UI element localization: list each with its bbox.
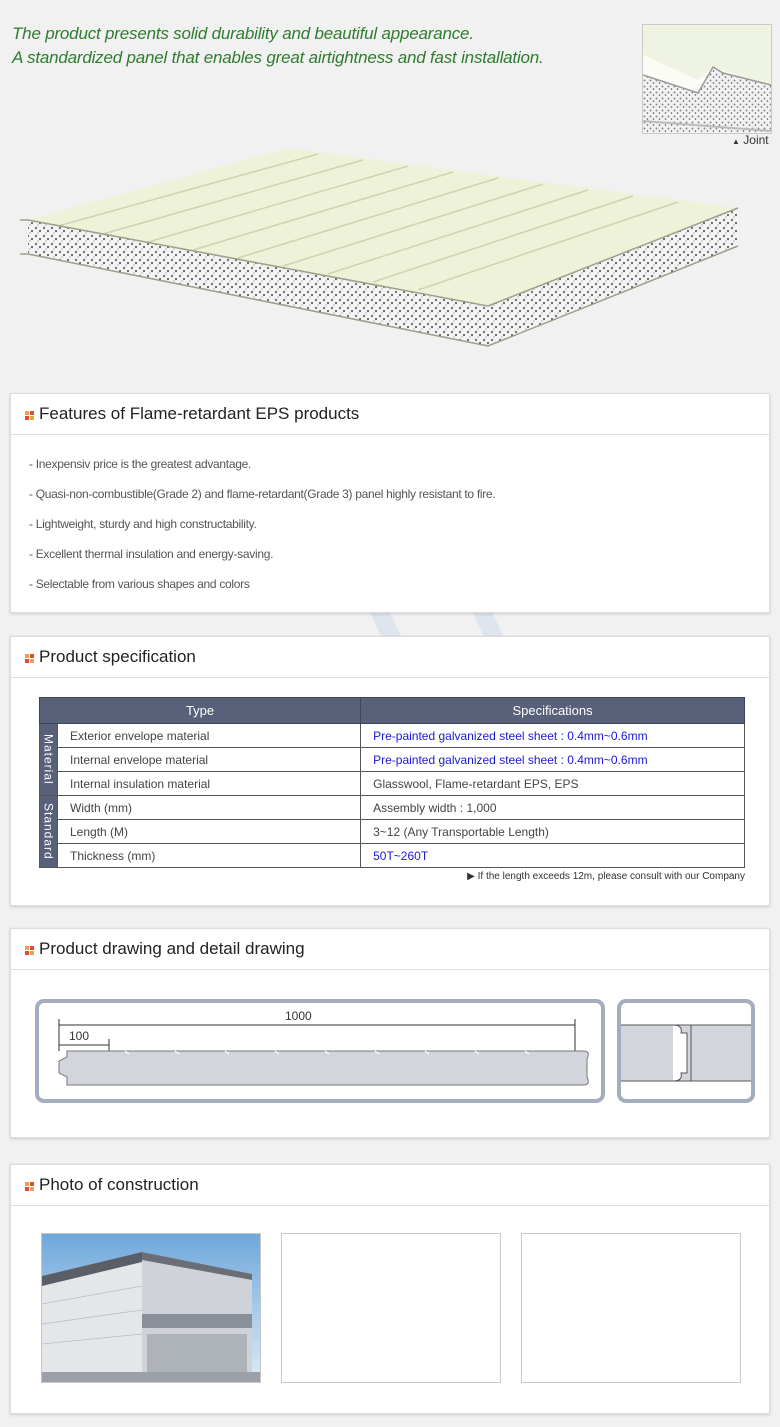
row-type: Internal envelope material bbox=[58, 748, 361, 772]
table-row bbox=[40, 748, 745, 772]
list-item: - Selectable from various shapes and colors bbox=[29, 577, 250, 591]
construction-photo-3[interactable] bbox=[521, 1233, 741, 1383]
intro-line-1: The product presents solid durability and beautiful appearance. bbox=[12, 24, 474, 43]
dim-total-label: 1000 bbox=[285, 1009, 312, 1023]
triangle-right-icon: ▶ bbox=[467, 871, 475, 882]
row-value: Pre-painted galvanized steel sheet : 0.4mm~0.6mm bbox=[361, 724, 745, 748]
photo-card bbox=[10, 1164, 770, 1414]
joint-caption bbox=[732, 133, 769, 147]
joint-label: Joint bbox=[743, 133, 769, 147]
row-type: Length (M) bbox=[58, 820, 361, 844]
table-row bbox=[40, 772, 745, 796]
row-type: Exterior envelope material bbox=[58, 724, 361, 748]
section-bullet-icon bbox=[25, 654, 34, 663]
table-header-row bbox=[40, 698, 745, 724]
table-row bbox=[40, 844, 745, 868]
section-bullet-icon bbox=[25, 1182, 34, 1191]
spec-title: Product specification bbox=[39, 647, 196, 666]
features-title: Features of Flame-retardant EPS products bbox=[39, 404, 360, 423]
drawing-card bbox=[10, 928, 770, 1138]
features-list bbox=[11, 435, 769, 607]
spec-note bbox=[467, 871, 745, 882]
detail-drawing bbox=[617, 999, 755, 1103]
row-type: Thickness (mm) bbox=[58, 844, 361, 868]
group-standard: Standard bbox=[40, 796, 58, 868]
list-item: - Inexpensiv price is the greatest advantage. bbox=[29, 457, 251, 471]
photo-header bbox=[11, 1165, 769, 1206]
intro-section bbox=[0, 0, 780, 380]
row-value: 3~12 (Any Transportable Length) bbox=[361, 820, 745, 844]
spec-card bbox=[10, 636, 770, 906]
product-drawing bbox=[35, 999, 605, 1103]
list-item: - Quasi-non-combustible(Grade 2) and flame-retardant(Grade 3) panel highly resistant to fire. bbox=[29, 487, 496, 501]
features-card bbox=[10, 393, 770, 613]
list-item: - Lightweight, sturdy and high constructability. bbox=[29, 517, 257, 531]
intro-line-2: A standardized panel that enables great airtightness and fast installation. bbox=[12, 48, 544, 67]
row-value: Pre-painted galvanized steel sheet : 0.4mm~0.6mm bbox=[361, 748, 745, 772]
table-row bbox=[40, 820, 745, 844]
drawing-header bbox=[11, 929, 769, 970]
construction-photo-1[interactable] bbox=[41, 1233, 261, 1383]
spec-note-text: If the length exceeds 12m, please consult with our Company bbox=[477, 871, 745, 882]
triangle-up-icon: ▲ bbox=[732, 137, 740, 146]
row-value: 50T~260T bbox=[361, 844, 745, 868]
group-material: Material bbox=[40, 724, 58, 796]
sandwich-panel-image bbox=[18, 146, 748, 351]
row-value: Glasswool, Flame-retardant EPS, EPS bbox=[361, 772, 745, 796]
row-type: Width (mm) bbox=[58, 796, 361, 820]
list-item: - Excellent thermal insulation and energy-saving. bbox=[29, 547, 274, 561]
construction-photo-2[interactable] bbox=[281, 1233, 501, 1383]
section-bullet-icon bbox=[25, 946, 34, 955]
drawing-title: Product drawing and detail drawing bbox=[39, 939, 305, 958]
spec-header bbox=[11, 637, 769, 678]
col-spec-header: Specifications bbox=[361, 698, 745, 724]
col-type-header: Type bbox=[40, 698, 361, 724]
table-row bbox=[40, 796, 745, 820]
row-value: Assembly width : 1,000 bbox=[361, 796, 745, 820]
joint-detail-image bbox=[642, 24, 772, 134]
photo-title: Photo of construction bbox=[39, 1175, 199, 1194]
spec-table bbox=[39, 697, 745, 868]
features-header bbox=[11, 394, 769, 435]
dim-part-label: 100 bbox=[69, 1029, 90, 1043]
row-type: Internal insulation material bbox=[58, 772, 361, 796]
section-bullet-icon bbox=[25, 411, 34, 420]
table-row bbox=[40, 724, 745, 748]
